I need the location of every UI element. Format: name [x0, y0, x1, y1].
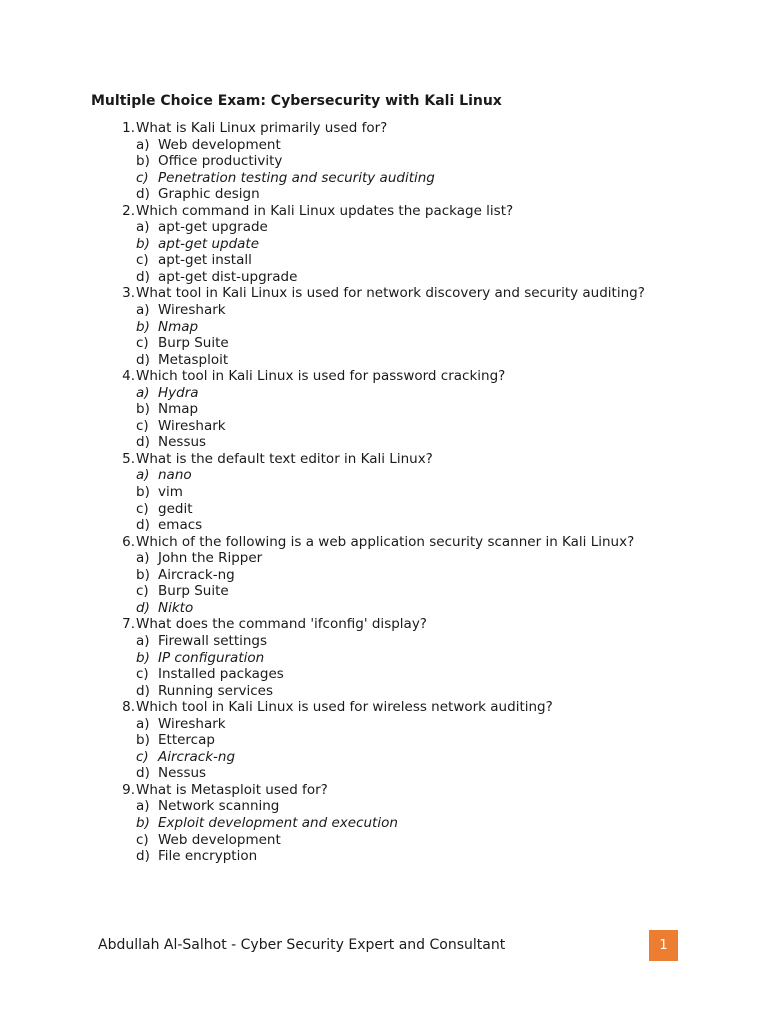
option-text: Wireshark [158, 302, 226, 319]
answer-option [136, 517, 645, 534]
answer-option [136, 567, 645, 584]
question-text: Which tool in Kali Linux is used for wireless network auditing? [136, 699, 553, 716]
question-item [91, 534, 645, 617]
question-number: 9. [122, 781, 135, 798]
option-letter: a) [136, 798, 150, 815]
answer-option [136, 418, 645, 435]
question-text: What tool in Kali Linux is used for network discovery and security auditing? [136, 285, 645, 302]
answer-option-correct [136, 170, 645, 187]
question-item [91, 203, 645, 286]
answer-option [136, 434, 645, 451]
answer-option [136, 848, 645, 865]
option-letter: c) [136, 831, 149, 848]
option-text: Nessus [158, 434, 207, 451]
option-letter: b) [136, 484, 150, 501]
answer-option [136, 153, 645, 170]
option-letter: a) [136, 467, 150, 484]
question-number: 2. [122, 202, 135, 219]
answer-option [136, 501, 645, 518]
answer-option [136, 550, 645, 567]
answer-option-correct [136, 600, 645, 617]
option-text: Wireshark [158, 715, 226, 732]
option-letter: c) [136, 748, 149, 765]
option-text: IP configuration [158, 649, 265, 666]
question-item [91, 451, 645, 534]
question-item [91, 285, 645, 368]
answer-option-correct [136, 236, 645, 253]
option-text: Graphic design [158, 186, 260, 203]
option-letter: c) [136, 500, 149, 517]
question-text: What is Kali Linux primarily used for? [136, 120, 388, 136]
option-letter: b) [136, 732, 150, 749]
option-letter: c) [136, 583, 149, 600]
question-number: 8. [122, 699, 135, 716]
option-list [91, 467, 645, 533]
question-item [91, 782, 645, 865]
page-number-badge: 1 [649, 930, 678, 961]
option-text: Web development [158, 136, 281, 153]
option-text: apt-get dist-upgrade [158, 268, 298, 285]
option-list [91, 137, 645, 203]
answer-option [136, 732, 645, 749]
question-number: 3. [122, 285, 135, 302]
answer-option [136, 186, 645, 203]
option-text: Aircrack-ng [158, 566, 235, 583]
option-letter: d) [136, 434, 150, 451]
option-letter: c) [136, 169, 149, 186]
question-line [91, 699, 645, 716]
option-text: Hydra [158, 384, 199, 401]
option-letter: b) [136, 814, 150, 831]
option-text: Running services [158, 682, 274, 699]
answer-option [136, 798, 645, 815]
answer-option [136, 765, 645, 782]
option-letter: a) [136, 632, 150, 649]
option-text: apt-get update [158, 235, 260, 252]
answer-option [136, 401, 645, 418]
option-text: Penetration testing and security auditing [158, 169, 435, 186]
option-text: Burp Suite [158, 335, 229, 352]
option-list [91, 798, 645, 864]
question-item [91, 120, 645, 203]
option-letter: b) [136, 235, 150, 252]
option-letter: a) [136, 302, 150, 319]
option-letter: d) [136, 268, 150, 285]
option-text: Office productivity [158, 153, 283, 170]
answer-option-correct [136, 319, 645, 336]
answer-option [136, 583, 645, 600]
option-text: nano [158, 467, 192, 484]
answer-option [136, 269, 645, 286]
option-letter: b) [136, 401, 150, 418]
question-line [91, 534, 645, 551]
answer-option-correct [136, 467, 645, 484]
option-letter: d) [136, 848, 150, 865]
question-item [91, 699, 645, 782]
option-list [91, 716, 645, 782]
option-text: vim [158, 484, 183, 501]
option-text: Wireshark [158, 417, 226, 434]
option-text: apt-get upgrade [158, 219, 268, 236]
option-letter: b) [136, 153, 150, 170]
question-item [91, 616, 645, 699]
option-letter: a) [136, 550, 150, 567]
question-text: Which tool in Kali Linux is used for password cracking? [136, 368, 506, 385]
question-line [91, 782, 645, 799]
question-line [91, 285, 645, 302]
option-text: Burp Suite [158, 583, 229, 600]
answer-option-correct [136, 749, 645, 766]
option-letter: b) [136, 566, 150, 583]
option-letter: d) [136, 765, 150, 782]
answer-option [136, 716, 645, 733]
answer-option [136, 683, 645, 700]
option-text: John the Ripper [158, 550, 263, 567]
option-letter: d) [136, 351, 150, 368]
option-text: Metasploit [158, 351, 229, 368]
option-letter: b) [136, 649, 150, 666]
option-letter: b) [136, 318, 150, 335]
question-number: 1. [122, 120, 135, 136]
answer-option [136, 137, 645, 154]
question-text: What is Metasploit used for? [136, 781, 328, 798]
question-number: 7. [122, 616, 135, 633]
option-text: Exploit development and execution [158, 814, 398, 831]
page-title: Multiple Choice Exam: Cybersecurity with Kali Linux [91, 93, 502, 109]
question-line [91, 120, 645, 137]
question-line [91, 368, 645, 385]
question-number: 5. [122, 450, 135, 467]
question-line [91, 616, 645, 633]
answer-option-correct [136, 385, 645, 402]
answer-option [136, 252, 645, 269]
option-letter: d) [136, 682, 150, 699]
option-letter: a) [136, 219, 150, 236]
option-list [91, 385, 645, 451]
question-line [91, 451, 645, 468]
option-letter: c) [136, 335, 149, 352]
option-letter: d) [136, 599, 150, 616]
option-text: Nmap [158, 318, 199, 335]
option-letter: a) [136, 384, 150, 401]
question-text: Which command in Kali Linux updates the package list? [136, 202, 514, 219]
answer-option-correct [136, 815, 645, 832]
option-text: Aircrack-ng [158, 748, 236, 765]
question-text: What is the default text editor in Kali Linux? [136, 450, 433, 467]
question-text: What does the command 'ifconfig' display? [136, 616, 427, 633]
answer-option [136, 832, 645, 849]
option-text: gedit [158, 500, 193, 517]
option-letter: c) [136, 417, 149, 434]
option-text: Installed packages [158, 666, 284, 683]
option-text: emacs [158, 517, 203, 534]
option-text: Nmap [158, 401, 199, 418]
option-list [91, 219, 645, 285]
option-letter: d) [136, 186, 150, 203]
answer-option [136, 302, 645, 319]
answer-option [136, 484, 645, 501]
answer-option [136, 633, 645, 650]
answer-option [136, 352, 645, 369]
option-letter: a) [136, 715, 150, 732]
question-text: Which of the following is a web application security scanner in Kali Linux? [136, 533, 635, 550]
option-letter: c) [136, 666, 149, 683]
answer-option [136, 219, 645, 236]
option-text: Nikto [158, 599, 194, 616]
option-text: apt-get install [158, 252, 252, 269]
option-text: Network scanning [158, 798, 280, 815]
option-letter: d) [136, 517, 150, 534]
question-line [91, 203, 645, 220]
option-text: Web development [158, 831, 281, 848]
question-number: 4. [122, 368, 135, 385]
option-letter: a) [136, 136, 150, 153]
answer-option [136, 666, 645, 683]
option-text: Ettercap [158, 732, 215, 749]
answer-option [136, 335, 645, 352]
answer-option-correct [136, 650, 645, 667]
option-text: File encryption [158, 848, 258, 865]
option-list [91, 550, 645, 616]
footer-author: Abdullah Al-Salhot - Cyber Security Expert and Consultant [98, 937, 506, 953]
option-text: Firewall settings [158, 632, 268, 649]
option-letter: c) [136, 252, 149, 269]
option-list [91, 302, 645, 368]
question-item [91, 368, 645, 451]
option-text: Nessus [158, 765, 207, 782]
question-list [91, 120, 645, 865]
question-number: 6. [122, 533, 135, 550]
option-list [91, 633, 645, 699]
